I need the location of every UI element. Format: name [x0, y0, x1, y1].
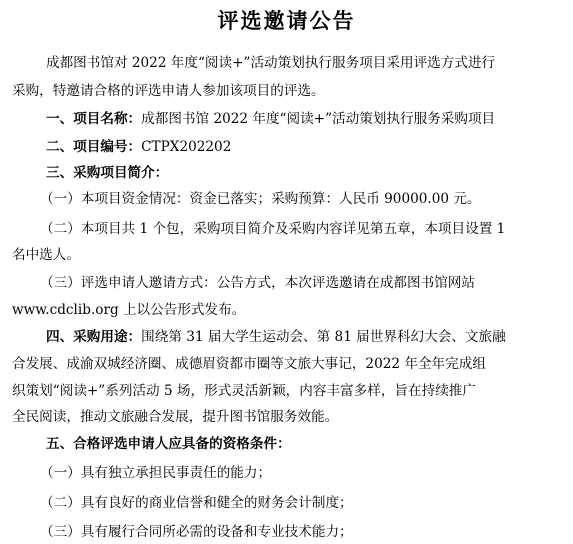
qualification-item-3: （三）具有履行合同所必需的设备和专业技术能力； [40, 524, 353, 540]
project-number-value: CTPX202202 [141, 139, 232, 155]
project-name-label: 一、项目名称： [46, 111, 142, 127]
procurement-use-line-3: 织策划“阅读+”系列活动 5 场，形式灵活新颖，内容丰富多样，旨在持续推广 [12, 383, 476, 399]
project-number-row [46, 136, 231, 158]
summary-item-1: （一）本项目资金情况：资金已落实；采购预算：人民币 90000.00 元。 [40, 191, 481, 207]
project-name-value: 成都图书馆 2022 年度“阅读+”活动策划执行服务采购项目 [141, 111, 496, 127]
summary-item-2-line-2: 名中选人。 [12, 247, 80, 263]
procurement-summary-heading: 三、采购项目简介： [46, 165, 169, 181]
intro-line-2: 采购，特邀请合格的评选申请人参加该项目的评选。 [12, 83, 325, 99]
procurement-use-line-1: 围绕第 31 届大学生运动会、第 81 届世界科幻大会、文旅融 [141, 329, 506, 345]
procurement-use-label: 四、采购用途： [46, 329, 142, 345]
project-number-label: 二、项目编号： [46, 139, 142, 155]
procurement-use-line-2: 合发展、成渝双城经济圈、成德眉资都市圈等文旅大事记，2022 年全年完成组 [12, 356, 486, 372]
procurement-use-line-4: 全民阅读，推动文旅融合发展，提升图书馆服务效能。 [12, 409, 339, 425]
document-title: 评选邀请公告 [217, 9, 356, 33]
summary-item-2-line-1: （二）本项目共 1 个包，采购项目简介及采购内容详见第五章，本项目设置 1 [40, 221, 506, 237]
qualification-item-2: （二）具有良好的商业信誉和健全的财务会计制度； [40, 495, 353, 511]
intro-line-1: 成都图书馆对 2022 年度“阅读+”活动策划执行服务项目采用评选方式进行 [46, 55, 496, 71]
procurement-use-row [46, 326, 506, 348]
summary-item-3-line-2: www.cdclib.org 上以公告形式发布。 [12, 302, 246, 318]
qualification-item-1: （一）具有独立承担民事责任的能力； [40, 465, 272, 481]
project-name-row [46, 108, 495, 130]
summary-item-3-line-1: （三）评选申请人邀请方式：公告方式，本次评选邀请在成都图书馆网站 [40, 275, 475, 291]
qualifications-heading: 五、合格评选申请人应具备的资格条件： [46, 436, 291, 452]
